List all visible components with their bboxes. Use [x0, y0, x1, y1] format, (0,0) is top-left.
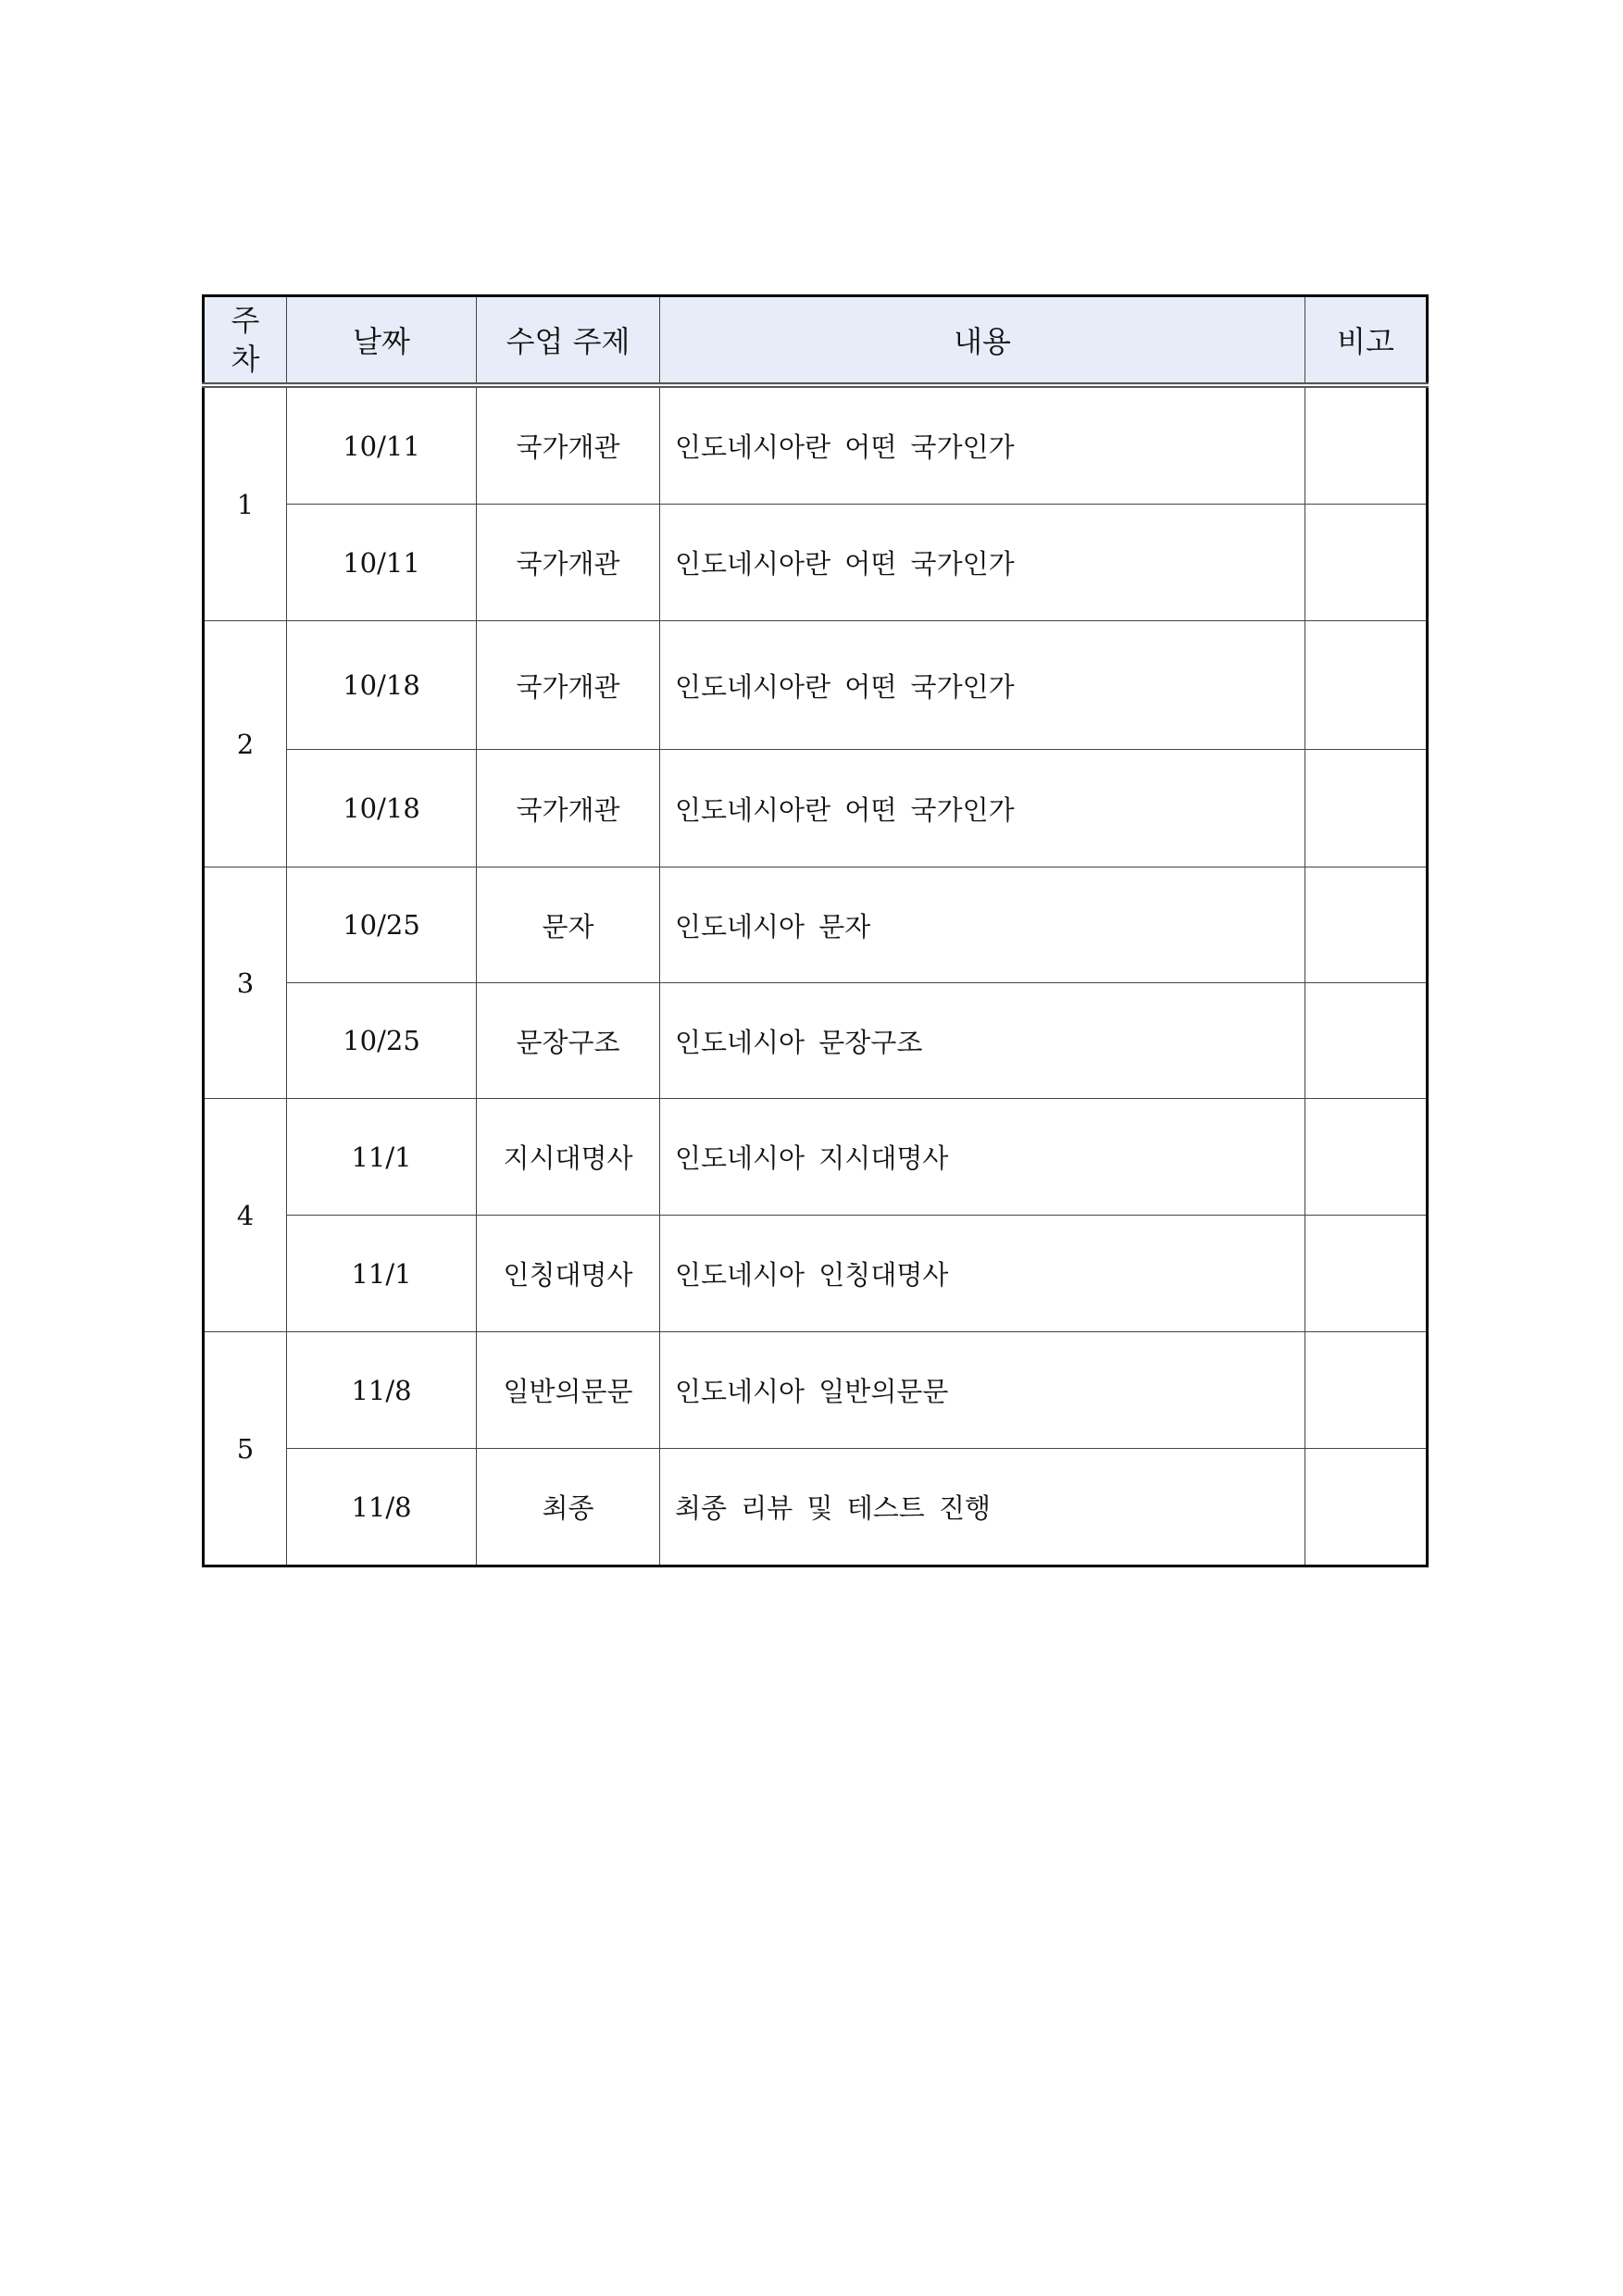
date-cell: 10/18 [287, 750, 477, 867]
topic-cell: 문자 [477, 867, 660, 983]
content-cell: 최종 리뷰 및 테스트 진행 [660, 1449, 1305, 1566]
header-week-line2: 차 [231, 342, 260, 377]
course-schedule-table [202, 294, 1429, 1567]
note-cell [1305, 750, 1428, 867]
content-cell: 인도네시아란 어떤 국가인가 [660, 621, 1305, 750]
content-cell: 인도네시아란 어떤 국가인가 [660, 750, 1305, 867]
topic-cell: 최종 [477, 1449, 660, 1566]
table-row [204, 983, 1428, 1099]
topic-cell: 국가개관 [477, 750, 660, 867]
topic-cell: 인칭대명사 [477, 1216, 660, 1332]
date-cell: 11/8 [287, 1449, 477, 1566]
header-note: 비고 [1305, 296, 1428, 386]
header-topic: 수업 주제 [477, 296, 660, 386]
header-week [204, 296, 287, 386]
content-cell: 인도네시아 지시대명사 [660, 1099, 1305, 1216]
content-cell: 인도네시아 일반의문문 [660, 1332, 1305, 1449]
week-number: 3 [204, 867, 287, 1099]
date-cell: 10/25 [287, 867, 477, 983]
topic-cell: 국가개관 [477, 621, 660, 750]
date-cell: 11/8 [287, 1332, 477, 1449]
date-cell: 10/18 [287, 621, 477, 750]
note-cell [1305, 983, 1428, 1099]
header-date: 날짜 [287, 296, 477, 386]
note-cell [1305, 867, 1428, 983]
week-number: 4 [204, 1099, 287, 1332]
table-row [204, 385, 1428, 505]
topic-cell: 국가개관 [477, 505, 660, 621]
content-cell: 인도네시아 문자 [660, 867, 1305, 983]
table-row [204, 621, 1428, 750]
content-cell: 인도네시아란 어떤 국가인가 [660, 385, 1305, 505]
date-cell: 10/11 [287, 385, 477, 505]
week-number: 5 [204, 1332, 287, 1566]
note-cell [1305, 1099, 1428, 1216]
note-cell [1305, 1216, 1428, 1332]
table-row [204, 1449, 1428, 1566]
topic-cell: 국가개관 [477, 385, 660, 505]
content-cell: 인도네시아 인칭대명사 [660, 1216, 1305, 1332]
note-cell [1305, 385, 1428, 505]
date-cell: 11/1 [287, 1216, 477, 1332]
table-row [204, 1099, 1428, 1216]
header-week-line1: 주 [231, 303, 260, 338]
date-cell: 10/11 [287, 505, 477, 621]
note-cell [1305, 621, 1428, 750]
note-cell [1305, 505, 1428, 621]
table-header-row [204, 296, 1428, 386]
date-cell: 10/25 [287, 983, 477, 1099]
header-content: 내용 [660, 296, 1305, 386]
topic-cell: 일반의문문 [477, 1332, 660, 1449]
table-row [204, 505, 1428, 621]
week-number: 1 [204, 385, 287, 621]
table-row [204, 1216, 1428, 1332]
date-cell: 11/1 [287, 1099, 477, 1216]
note-cell [1305, 1332, 1428, 1449]
topic-cell: 지시대명사 [477, 1099, 660, 1216]
table-row [204, 750, 1428, 867]
topic-cell: 문장구조 [477, 983, 660, 1099]
content-cell: 인도네시아란 어떤 국가인가 [660, 505, 1305, 621]
note-cell [1305, 1449, 1428, 1566]
table-row [204, 867, 1428, 983]
content-cell: 인도네시아 문장구조 [660, 983, 1305, 1099]
table-row [204, 1332, 1428, 1449]
week-number: 2 [204, 621, 287, 867]
